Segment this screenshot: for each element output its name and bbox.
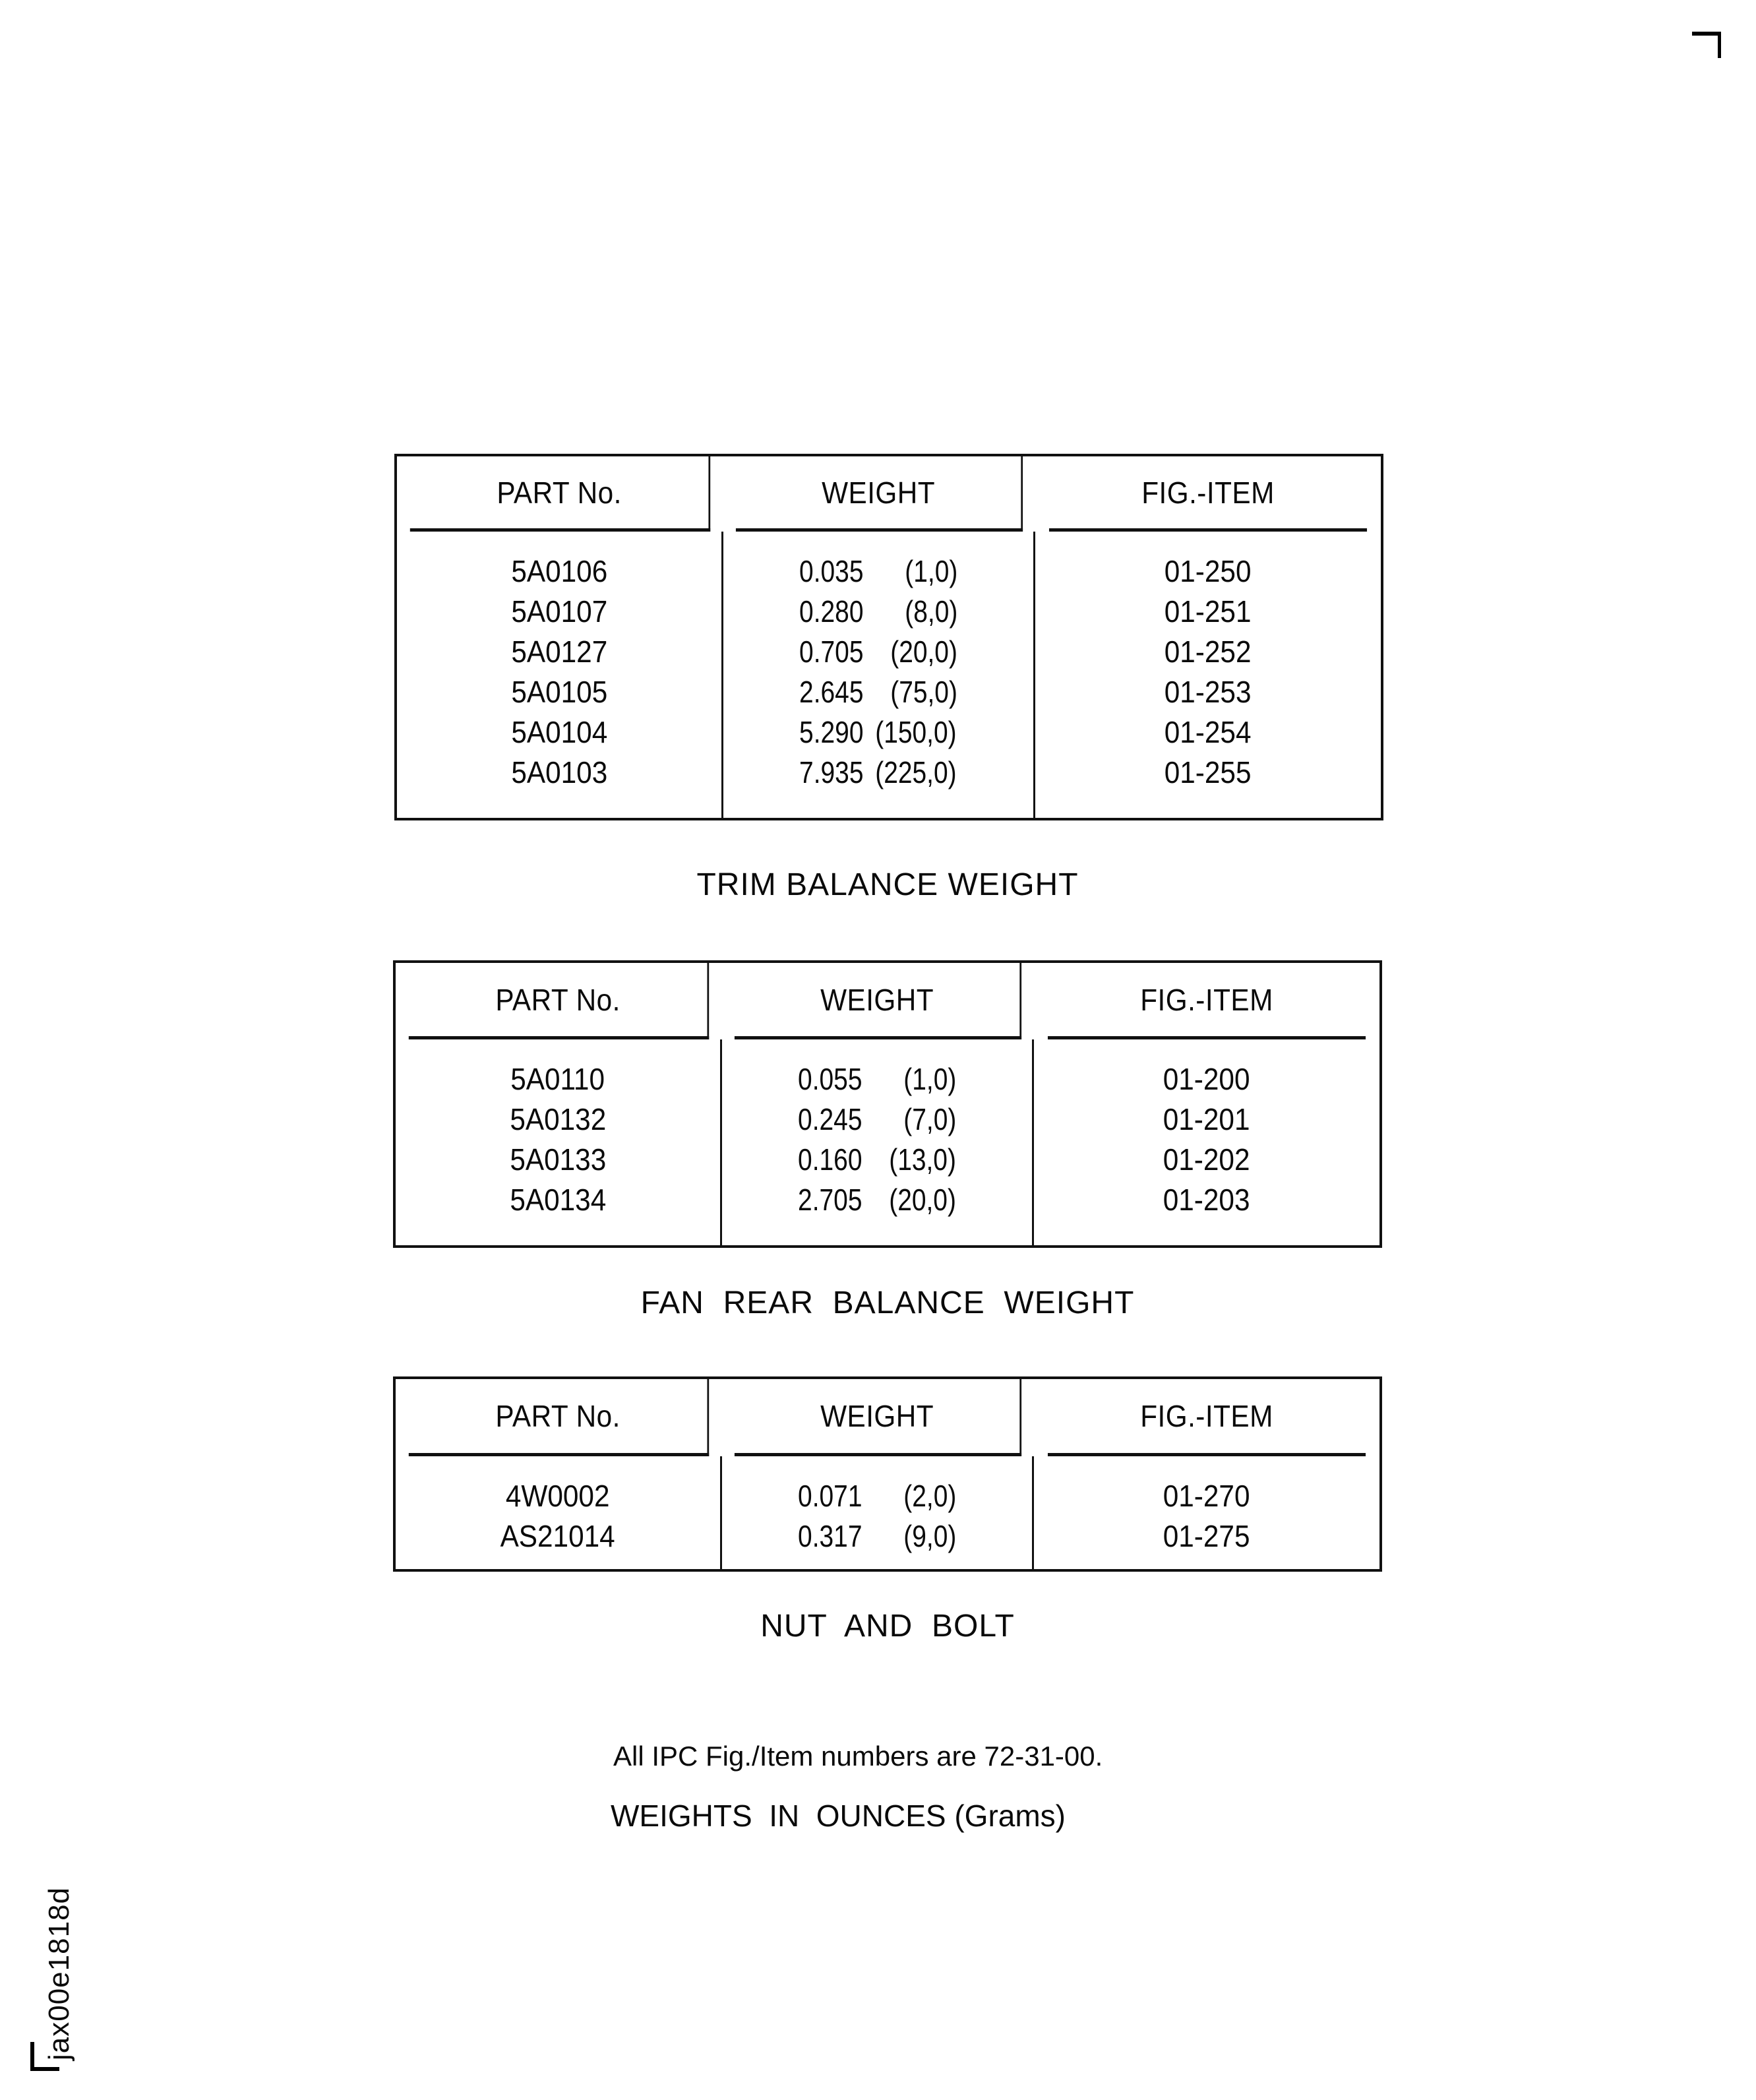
header-fig-item: FIG.-ITEM [1048,1379,1366,1456]
weight-cell [797,551,960,592]
header-fig-item: FIG.-ITEM [1049,456,1367,532]
fig-item-cell: 01-201 [1163,1102,1250,1136]
fig-item-column [1034,1456,1379,1569]
header-part-no: PART No. [409,1379,709,1456]
fig-item-cell: 01-275 [1163,1519,1250,1553]
ipc-note: All IPC Fig./Item numbers are 72-31-00. [613,1741,1103,1772]
units-note: WEIGHTS IN OUNCES (Grams) [611,1799,1066,1833]
document-code: jax00e1818d [43,1886,75,2060]
weight-grams: (225,0) [875,755,957,789]
part-no-cell: 5A0132 [510,1102,606,1136]
crop-mark-top-right [1692,32,1721,58]
part-no-cell: 5A0134 [510,1183,606,1217]
fig-item-cell: 01-254 [1165,715,1252,749]
part-no-column [396,1039,722,1245]
weight-ounces: 0.071 [798,1479,863,1513]
weight-grams: (20,0) [889,1183,956,1217]
part-no-column [397,532,723,818]
weight-cell [797,632,960,672]
table-caption: TRIM BALANCE WEIGHT [696,867,1079,902]
fig-item-cell: 01-200 [1163,1062,1250,1096]
weight-ounces: 0.317 [798,1519,863,1553]
weight-grams: (20,0) [890,634,957,669]
weight-ounces: 5.290 [799,715,864,749]
weight-cell [795,1476,959,1516]
table-caption: FAN REAR BALANCE WEIGHT [640,1285,1135,1320]
part-no-cell: 5A0106 [511,554,607,588]
fig-item-cell: 01-251 [1165,594,1252,629]
weight-column [722,1456,1034,1569]
weight-cell [795,1140,959,1180]
weight-cell [795,1099,959,1140]
part-no-cell: AS21014 [500,1519,616,1553]
part-no-cell: 4W0002 [506,1479,610,1513]
weight-ounces: 0.245 [798,1102,863,1136]
weight-column [722,1039,1034,1245]
part-no-cell: 5A0107 [511,594,607,629]
part-no-cell: 5A0105 [511,675,607,709]
weight-ounces: 0.055 [798,1062,863,1096]
weight-grams: (1,0) [903,1062,957,1096]
weight-cell [797,712,960,753]
fig-item-cell: 01-203 [1163,1183,1250,1217]
fan-rear-balance-weight-table [393,960,1382,1248]
part-no-column [396,1456,722,1569]
weight-cell [795,1180,959,1220]
part-no-cell: 5A0103 [511,755,607,789]
fig-item-cell: 01-250 [1165,554,1252,588]
weight-grams: (150,0) [875,715,957,749]
table-caption: NUT AND BOLT [760,1609,1015,1644]
weight-cell [797,753,960,793]
weight-grams: (2,0) [903,1479,957,1513]
weight-grams: (9,0) [903,1519,957,1553]
weight-ounces: 0.705 [799,634,864,669]
trim-balance-weight-table [394,454,1383,820]
weight-grams: (7,0) [903,1102,957,1136]
weight-cell [795,1516,959,1557]
fig-item-cell: 01-202 [1163,1142,1250,1177]
weight-cell [797,592,960,632]
header-part-no: PART No. [410,456,710,532]
weight-cell [795,1059,959,1099]
fig-item-cell: 01-270 [1163,1479,1250,1513]
fig-item-column [1035,532,1381,818]
weight-column [723,532,1035,818]
part-no-cell: 5A0133 [510,1142,606,1177]
fig-item-cell: 01-253 [1165,675,1252,709]
weight-ounces: 2.645 [799,675,864,709]
weight-ounces: 0.035 [799,554,864,588]
fig-item-cell: 01-252 [1165,634,1252,669]
part-no-cell: 5A0104 [511,715,607,749]
header-part-no: PART No. [409,963,709,1039]
fig-item-column [1034,1039,1379,1245]
fig-item-cell: 01-255 [1165,755,1252,789]
weight-ounces: 0.160 [798,1142,863,1177]
header-weight: WEIGHT [735,963,1021,1039]
weight-cell [797,672,960,712]
part-no-cell: 5A0127 [511,634,607,669]
header-weight: WEIGHT [736,456,1023,532]
header-weight: WEIGHT [735,1379,1021,1456]
header-fig-item: FIG.-ITEM [1048,963,1366,1039]
weight-ounces: 0.280 [799,594,864,629]
weight-ounces: 2.705 [798,1183,863,1217]
weight-ounces: 7.935 [799,755,864,789]
weight-grams: (1,0) [905,554,958,588]
weight-grams: (13,0) [889,1142,956,1177]
weight-grams: (75,0) [890,675,957,709]
weight-grams: (8,0) [905,594,958,629]
nut-and-bolt-table [393,1376,1382,1572]
part-no-cell: 5A0110 [510,1062,605,1096]
